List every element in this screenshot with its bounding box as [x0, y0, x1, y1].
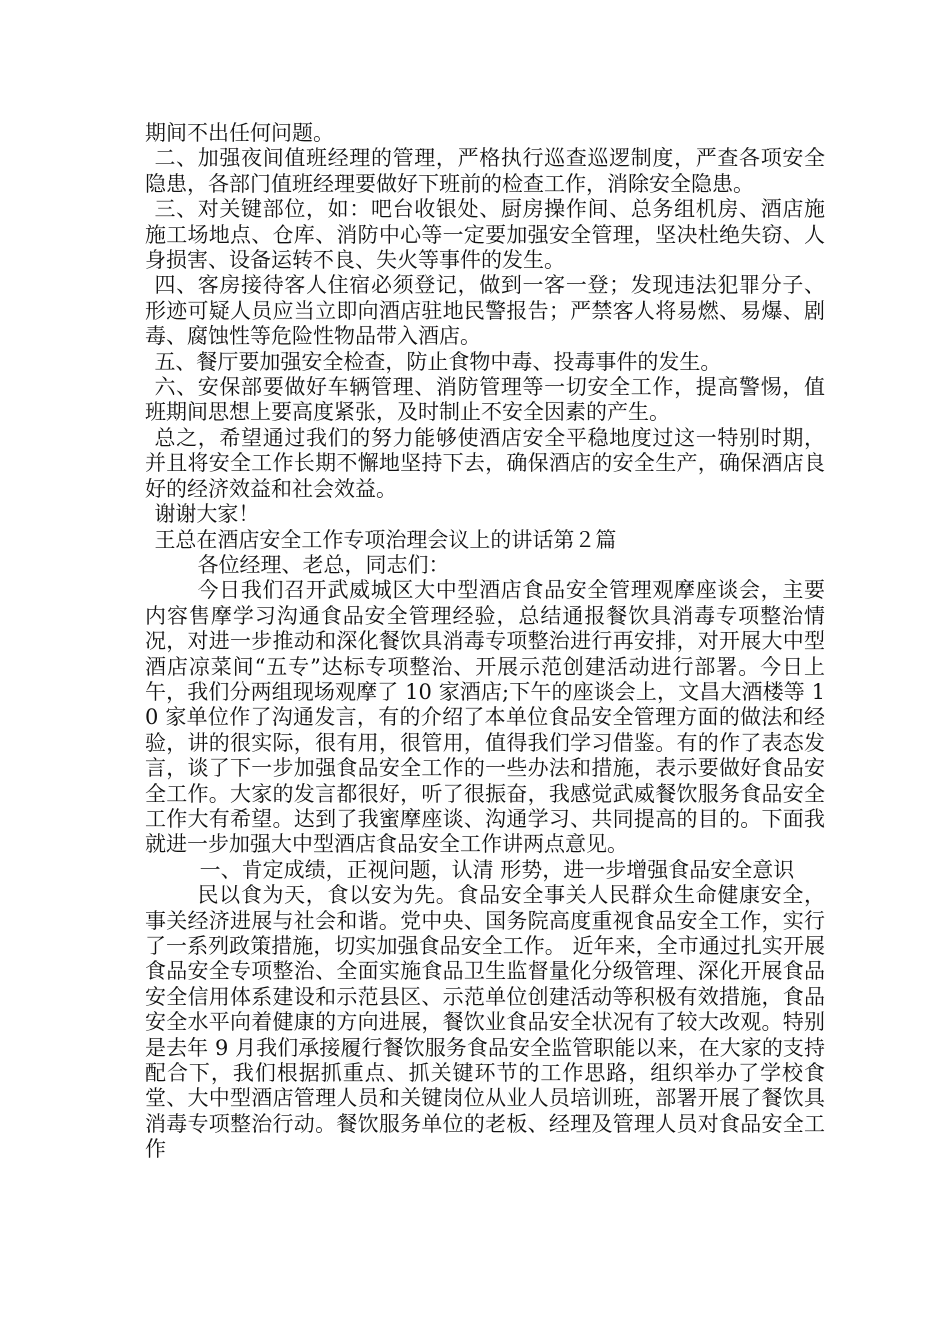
paragraph-body: 民以食为天，食以安为先。食品安全事关人民群众生命健康安全，事关经济进展与社会和谐。党中央、国务院高度重视食品安全工作，实行了一系列政策措施，切实加强食品安全工作。 近年来，全市通过扎实开展食品安全专项整治、全面实施食品卫生监督量化分级管理、深化开展食品安全信用体系建设和示范县区、示范单位创建活动等积极有效措施，食品安全水平向着健康的方向进展，餐饮业食品安全状况有了较大改观。特别是去年 9 月我们承接履行餐饮服务食品安全监管职能以来，在大家的支持配合下，我们根据抓重点、抓关键环节的工作思路，组织举办了学校食堂、大中型酒店管理人员和关键岗位从业人员培训班，部署开展了餐饮具消毒专项整治行动。餐饮服务单位的老板、经理及管理人员对食品安全工作: [145, 883, 825, 1162]
paragraph-item-4: 四、客房接待客人住宿必须登记，做到一客一登；发现违法犯罪分子、形迹可疑人员应当立即向酒店驻地民警报告；严禁客人将易燃、易爆、剧毒、腐蚀性等危险性物品带入酒店。: [145, 273, 825, 349]
paragraph-item-3: 三、对关键部位，如：吧台收银处、厨房操作间、总务组机房、酒店施施工场地点、仓库、消防中心等一定要加强安全管理，坚决杜绝失窃、人身损害、设备运转不良、失火等事件的发生。: [145, 197, 825, 273]
paragraph-thanks: 谢谢大家！: [154, 502, 260, 527]
paragraph-item-5: 五、餐厅要加强安全检查，防止食物中毒、投毒事件的发生。: [154, 349, 722, 374]
heading-point-1: 一、肯定成绩，正视问题，认清 形势，进一步增强食品安全意识: [199, 857, 795, 882]
paragraph-item-6: 六、安保部要做好车辆管理、消防管理等一切安全工作，提高警惕，值班期间思想上要高度紧张，及时制止不安全因素的产生。: [145, 375, 825, 425]
paragraph-summary: 总之，希望通过我们的努力能够使酒店安全平稳地度过这一特别时期，并且将安全工作长期不懈地坚持下去，确保酒店的安全生产，确保酒店良好的经济效益和社会效益。: [145, 425, 825, 501]
salutation: 各位经理、老总，同志们：: [197, 552, 450, 577]
document-body: [145, 121, 825, 1163]
paragraph-intro: 今日我们召开武威城区大中型酒店食品安全管理观摩座谈会，主要内容售摩学习沟通食品安全管理经验，总结通报餐饮具消毒专项整治情况，对进一步推动和深化餐饮具消毒专项整治进行再安排，对开展大中型酒店凉菜间“五专”达标专项整治、开展示范创建活动进行部署。今日上午，我们分两组现场观摩了 10 家酒店;下午的座谈会上，文昌大酒楼等 10 家单位作了沟通发言，有的介绍了本单位食品安全管理方面的做法和经验，讲的很实际，很有用，很管用，值得我们学习借鉴。有的作了表态发言，谈了下一步加强食品安全工作的一些办法和措施，表示要做好食品安全工作。大家的发言都很好，听了很振奋，我感觉武威餐饮服务食品安全工作大有希望。达到了我蜜摩座谈、沟通学习、共同提高的目的。下面我就进一步加强大中型酒店食品安全工作讲两点意见。: [145, 578, 825, 857]
section-title: 王总在酒店安全工作专项治理会议上的讲话第２篇: [154, 527, 617, 552]
paragraph-item-2: 二、加强夜间值班经理的管理，严格执行巡查巡逻制度，严查各项安全隐患，各部门值班经理要做好下班前的检查工作，消除安全隐患。: [145, 146, 825, 196]
paragraph-continuation: 期间不出任何问题。: [145, 121, 334, 145]
